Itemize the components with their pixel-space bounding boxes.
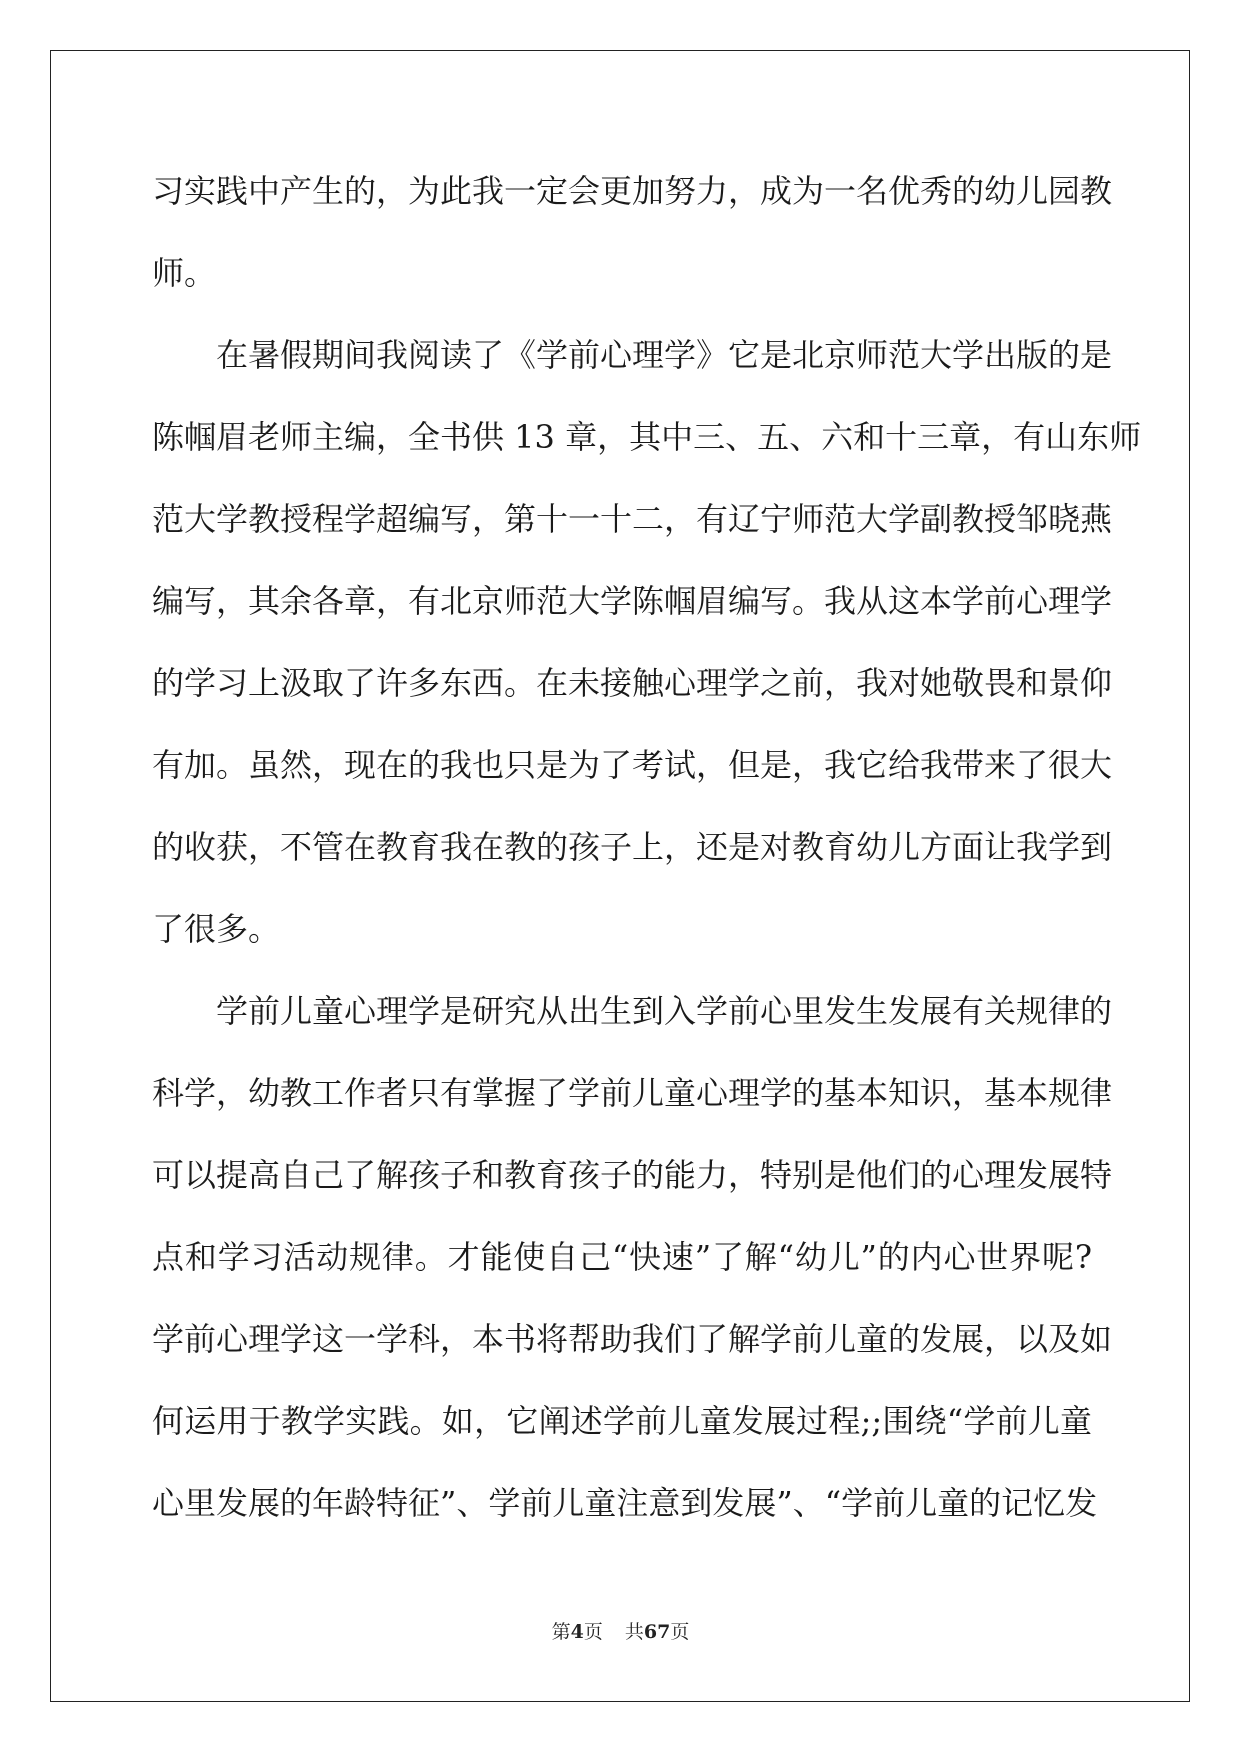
text-line: 心里发展的年龄特征”、学前儿童注意到发展”、“学前儿童的记忆发 xyxy=(152,1484,1098,1522)
paragraph-start-line: 在暑假期间我阅读了《学前心理学》它是北京师范大学出版的是 xyxy=(216,336,1113,374)
text-line: 了很多。 xyxy=(152,910,281,948)
footer-page-unit: 页 xyxy=(583,1621,603,1643)
total-pages-number: 67 xyxy=(643,1621,671,1643)
text-line: 科学，幼教工作者只有掌握了学前儿童心理学的基本知识，基本规律 xyxy=(152,1074,1113,1112)
text-line: 范大学教授程学超编写，第十一十二，有辽宁师范大学副教授邹晓燕 xyxy=(152,500,1113,538)
paragraph-start-line: 学前儿童心理学是研究从出生到入学前心里发生发展有关规律的 xyxy=(216,992,1113,1030)
current-page-number: 4 xyxy=(570,1621,584,1643)
text-line: 点和学习活动规律。才能使自己“快速”了解“幼儿”的内心世界呢? xyxy=(152,1238,1092,1276)
text-line: 学前心理学这一学科，本书将帮助我们了解学前儿童的发展，以及如 xyxy=(152,1320,1113,1358)
text-line: 可以提高自己了解孩子和教育孩子的能力，特别是他们的心理发展特 xyxy=(152,1156,1113,1194)
text-line: 的学习上汲取了许多东西。在未接触心理学之前，我对她敬畏和景仰 xyxy=(152,664,1113,702)
footer-total-unit: 页 xyxy=(670,1621,690,1643)
page-footer xyxy=(0,1617,1241,1644)
text-line: 何运用于教学实践。如，它阐述学前儿童发展过程;;围绕“学前儿童 xyxy=(152,1402,1092,1440)
text-line: 的收获，不管在教育我在教的孩子上，还是对教育幼儿方面让我学到 xyxy=(152,828,1113,866)
text-line: 陈帼眉老师主编，全书供 13 章，其中三、五、六和十三章，有山东师 xyxy=(152,418,1142,456)
text-line: 师。 xyxy=(152,254,217,292)
document-body xyxy=(152,168,1142,1562)
footer-prefix: 第 xyxy=(551,1621,571,1643)
footer-total-prefix: 共 xyxy=(624,1621,644,1643)
text-line: 有加。虽然，现在的我也只是为了考试，但是，我它给我带来了很大 xyxy=(152,746,1113,784)
text-line: 编写，其余各章，有北京师范大学陈帼眉编写。我从这本学前心理学 xyxy=(152,582,1113,620)
text-line: 习实践中产生的，为此我一定会更加努力，成为一名优秀的幼儿园教 xyxy=(152,172,1113,210)
